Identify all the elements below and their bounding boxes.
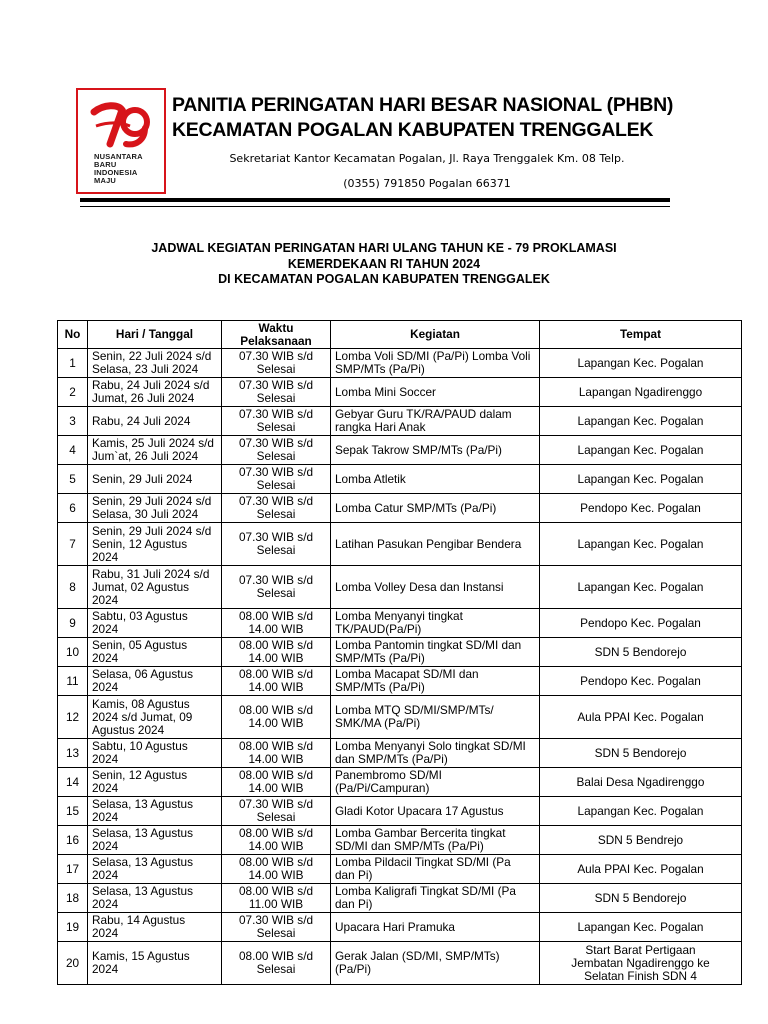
row-activity xyxy=(331,349,540,378)
row-activity-line: Lomba Catur SMP/MTs (Pa/Pi) xyxy=(335,500,497,515)
table-row xyxy=(58,942,742,985)
row-date-line: Senin, 12 Agustus xyxy=(92,768,188,782)
row-time-line: 14.00 WIB xyxy=(248,752,304,766)
row-place-line: Lapangan Kec. Pogalan xyxy=(577,442,704,457)
row-time-line: Selesai xyxy=(256,962,296,976)
row-place-line: Balai Desa Ngadirenggo xyxy=(576,774,705,789)
row-place-line: SDN 5 Bendorejo xyxy=(594,745,687,760)
row-time-line: Selesai xyxy=(256,478,296,492)
row-activity-line: dan SMP/MTs (Pa/Pi) xyxy=(335,752,448,766)
row-activity-line: Sepak Takrow SMP/MTs (Pa/Pi) xyxy=(335,442,502,457)
row-time-line: 14.00 WIB xyxy=(248,622,304,636)
table-row xyxy=(58,523,742,566)
row-date-line: Selasa, 06 Agustus xyxy=(92,667,193,681)
row-activity-line: Lomba Kaligrafi Tingkat SD/MI (Pa xyxy=(335,884,516,898)
row-time xyxy=(222,609,331,638)
logo xyxy=(76,88,166,194)
row-activity xyxy=(331,913,540,942)
row-date-line: Senin, 29 Juli 2024 s/d xyxy=(92,523,212,538)
row-time-line: 08.00 WIB s/d xyxy=(238,609,314,623)
row-number: 12 xyxy=(58,696,88,739)
row-place-line: Jembatan Ngadirenggo ke xyxy=(571,955,710,970)
row-activity-line: Lomba Voli SD/MI (Pa/Pi) Lomba Voli xyxy=(335,349,531,363)
row-time-line: 08.00 WIB s/d xyxy=(238,768,314,782)
row-place-line: SDN 5 Bendorejo xyxy=(594,644,687,659)
header-no: No xyxy=(58,321,88,349)
row-activity-line: dan Pi) xyxy=(335,868,373,882)
row-activity xyxy=(331,667,540,696)
table-row xyxy=(58,884,742,913)
row-time-line: Selesai xyxy=(256,391,296,405)
letterhead-rule-thick xyxy=(80,198,670,202)
row-time-line: 07.30 WIB s/d xyxy=(238,436,314,450)
row-date xyxy=(88,465,222,494)
row-date-line: Kamis, 15 Agustus xyxy=(92,949,190,963)
table-row xyxy=(58,465,742,494)
table-header-row xyxy=(58,321,742,349)
row-activity xyxy=(331,378,540,407)
row-number: 10 xyxy=(58,638,88,667)
row-activity xyxy=(331,826,540,855)
table-row xyxy=(58,667,742,696)
row-date-line: Selasa, 23 Juli 2024 xyxy=(92,362,199,376)
row-time-line: 07.30 WIB s/d xyxy=(238,913,314,927)
row-activity-line: Lomba Atletik xyxy=(335,471,406,486)
row-date xyxy=(88,407,222,436)
row-place-line: Lapangan Ngadirenggo xyxy=(578,384,703,399)
row-activity-line: Lomba Menyanyi Solo tingkat SD/MI xyxy=(335,739,526,753)
row-date-line: Rabu, 14 Agustus xyxy=(92,913,186,927)
row-place xyxy=(540,797,742,826)
row-time-line: Selesai xyxy=(256,926,296,940)
row-place-line: Lapangan Kec. Pogalan xyxy=(577,536,704,551)
row-date xyxy=(88,349,222,378)
row-date-line: 2024 xyxy=(92,839,119,853)
row-date-line: Rabu, 31 Juli 2024 s/d xyxy=(92,566,210,581)
row-time-line: 07.30 WIB s/d xyxy=(238,407,314,421)
row-place xyxy=(540,855,742,884)
row-place-line: Pendopo Kec. Pogalan xyxy=(580,500,701,515)
row-activity-line: TK/PAUD(Pa/Pi) xyxy=(335,622,422,636)
table-row xyxy=(58,855,742,884)
letterhead-phone: (0355) 791850 Pogalan 66371 xyxy=(343,177,511,190)
row-time-line: 11.00 WIB xyxy=(248,897,304,911)
letterhead-address: Sekretariat Kantor Kecamatan Pogalan, Jl. Raya Trenggalek Km. 08 Telp. xyxy=(229,152,625,165)
row-date xyxy=(88,855,222,884)
row-activity-line: Gladi Kotor Upacara 17 Agustus xyxy=(335,803,504,818)
row-date-line: Selasa, 13 Agustus xyxy=(92,826,193,840)
row-activity xyxy=(331,609,540,638)
table-row xyxy=(58,436,742,465)
row-time-line: 08.00 WIB s/d xyxy=(238,826,314,840)
row-date-line: 2024 s/d Jumat, 09 xyxy=(92,709,193,724)
row-time-line: Selesai xyxy=(256,362,296,376)
row-time-line: 07.30 WIB s/d xyxy=(238,573,314,587)
row-place xyxy=(540,523,742,566)
row-number: 8 xyxy=(58,566,88,609)
row-time xyxy=(222,667,331,696)
table-row xyxy=(58,494,742,523)
row-number: 7 xyxy=(58,523,88,566)
row-time xyxy=(222,638,331,667)
table-row xyxy=(58,378,742,407)
schedule-table xyxy=(57,320,742,985)
row-place-line: Lapangan Kec. Pogalan xyxy=(577,579,704,594)
row-place xyxy=(540,494,742,523)
row-place xyxy=(540,913,742,942)
row-activity-line: Lomba MTQ SD/MI/SMP/MTs/ xyxy=(335,703,494,717)
row-time-line: 07.30 WIB s/d xyxy=(238,530,314,544)
table-row xyxy=(58,913,742,942)
row-place xyxy=(540,566,742,609)
row-number: 1 xyxy=(58,349,88,378)
row-time-line: Selesai xyxy=(256,543,296,557)
row-time-line: 08.00 WIB s/d xyxy=(238,949,314,963)
row-activity-line: Lomba Volley Desa dan Instansi xyxy=(335,579,504,594)
row-place xyxy=(540,465,742,494)
row-date-line: Senin, 05 Agustus xyxy=(92,638,188,652)
row-time xyxy=(222,739,331,768)
row-date-line: Agustus 2024 xyxy=(92,722,165,737)
row-time xyxy=(222,494,331,523)
row-place xyxy=(540,609,742,638)
row-time-line: 07.30 WIB s/d xyxy=(238,494,314,508)
row-time xyxy=(222,407,331,436)
row-date xyxy=(88,566,222,609)
row-activity-line: SMP/MTs (Pa/Pi) xyxy=(335,651,425,665)
row-date xyxy=(88,913,222,942)
row-activity-line: (Pa/Pi) xyxy=(335,962,372,976)
row-number: 13 xyxy=(58,739,88,768)
row-number: 17 xyxy=(58,855,88,884)
row-date xyxy=(88,638,222,667)
table-row xyxy=(58,739,742,768)
row-activity xyxy=(331,884,540,913)
row-activity xyxy=(331,855,540,884)
document-title-line: KEMERDEKAAN RI TAHUN 2024 xyxy=(287,256,481,271)
row-date-line: 2024 xyxy=(92,810,119,824)
row-time xyxy=(222,884,331,913)
row-activity-line: Lomba Pildacil Tingkat SD/MI (Pa xyxy=(335,855,511,869)
row-place xyxy=(540,826,742,855)
letterhead-rule-thin xyxy=(80,206,670,207)
row-activity-line: SD/MI dan SMP/MTs (Pa/Pi) xyxy=(335,839,484,853)
table-row xyxy=(58,609,742,638)
row-time-line: Selesai xyxy=(256,420,296,434)
header-time-line: Pelaksanaan xyxy=(240,333,312,348)
row-place-line: Selatan Finish SDN 4 xyxy=(584,968,697,983)
logo-caption-line: MAJU xyxy=(94,176,117,185)
row-activity-line: Lomba Gambar Bercerita tingkat xyxy=(335,826,506,840)
hut-79-logo-icon xyxy=(88,100,158,152)
row-activity-line: Upacara Hari Pramuka xyxy=(335,919,455,934)
row-number: 18 xyxy=(58,884,88,913)
row-activity-line: Lomba Mini Soccer xyxy=(335,384,436,399)
row-date-line: Senin, 29 Juli 2024 s/d xyxy=(92,494,212,508)
row-time xyxy=(222,768,331,797)
row-date-line: 2024 xyxy=(92,592,119,607)
row-time-line: 14.00 WIB xyxy=(248,680,304,694)
row-activity-line: Lomba Macapat SD/MI dan xyxy=(335,667,479,681)
row-activity-line: SMP/MTs (Pa/Pi) xyxy=(335,680,425,694)
row-time-line: 07.30 WIB s/d xyxy=(238,378,314,392)
row-place xyxy=(540,436,742,465)
row-activity xyxy=(331,523,540,566)
row-place xyxy=(540,884,742,913)
row-place-line: Pendopo Kec. Pogalan xyxy=(580,615,701,630)
row-date-line: 2024 xyxy=(92,962,119,976)
row-place-line: Pendopo Kec. Pogalan xyxy=(580,673,701,688)
row-date xyxy=(88,826,222,855)
row-date-line: Selasa, 13 Agustus xyxy=(92,884,193,898)
row-place xyxy=(540,349,742,378)
row-time xyxy=(222,436,331,465)
row-activity-line: Latihan Pasukan Pengibar Bendera xyxy=(335,536,522,551)
row-time xyxy=(222,826,331,855)
row-time xyxy=(222,349,331,378)
row-place xyxy=(540,768,742,797)
logo-caption xyxy=(94,153,164,185)
row-date xyxy=(88,523,222,566)
header-time-line: Waktu xyxy=(258,320,294,335)
row-date-line: 2024 xyxy=(92,752,119,766)
row-activity-line: rangka Hari Anak xyxy=(335,420,426,434)
row-date-line: Sabtu, 10 Agustus xyxy=(92,739,188,753)
row-time-line: 08.00 WIB s/d xyxy=(238,703,314,717)
row-place xyxy=(540,942,742,985)
row-date xyxy=(88,797,222,826)
row-date-line: 2024 xyxy=(92,926,119,940)
row-number: 4 xyxy=(58,436,88,465)
row-time-line: 08.00 WIB s/d xyxy=(238,884,314,898)
table-row xyxy=(58,696,742,739)
table-row xyxy=(58,407,742,436)
table-row xyxy=(58,566,742,609)
table-row xyxy=(58,638,742,667)
row-date-line: Kamis, 08 Agustus xyxy=(92,696,190,711)
logo-caption-line: NUSANTARA xyxy=(94,152,143,161)
row-date-line: Senin, 22 Juli 2024 s/d xyxy=(92,349,212,363)
row-place-line: Aula PPAI Kec. Pogalan xyxy=(577,861,704,876)
row-date-line: Selasa, 13 Agustus xyxy=(92,855,193,869)
row-date xyxy=(88,696,222,739)
row-time-line: 08.00 WIB s/d xyxy=(238,855,314,869)
row-place xyxy=(540,696,742,739)
row-date-line: Senin, 12 Agustus xyxy=(92,536,188,551)
row-number: 6 xyxy=(58,494,88,523)
row-place xyxy=(540,667,742,696)
row-date-line: 2024 xyxy=(92,680,119,694)
row-number: 2 xyxy=(58,378,88,407)
document-title xyxy=(0,241,768,288)
document-title-line: DI KECAMATAN POGALAN KABUPATEN TRENGGALEK xyxy=(218,272,550,286)
row-time-line: 14.00 WIB xyxy=(248,716,304,730)
row-time xyxy=(222,855,331,884)
row-date-line: 2024 xyxy=(92,868,119,882)
row-activity-line: (Pa/Pi/Campuran) xyxy=(335,781,430,795)
row-time xyxy=(222,378,331,407)
row-time-line: 07.30 WIB s/d xyxy=(238,797,314,811)
row-time-line: 14.00 WIB xyxy=(248,651,304,665)
row-date xyxy=(88,436,222,465)
table-row xyxy=(58,797,742,826)
header-place: Tempat xyxy=(540,321,742,349)
row-date-line: 2024 xyxy=(92,622,119,636)
row-place xyxy=(540,407,742,436)
row-place-line: Lapangan Kec. Pogalan xyxy=(577,919,704,934)
row-time xyxy=(222,696,331,739)
row-place xyxy=(540,638,742,667)
letterhead-title: PANITIA PERINGATAN HARI BESAR NASIONAL (PHBN) xyxy=(172,94,674,116)
row-time-line: Selesai xyxy=(256,810,296,824)
row-time xyxy=(222,465,331,494)
row-date-line: Senin, 29 Juli 2024 xyxy=(92,471,193,486)
row-place-line: Start Barat Pertigaan xyxy=(585,942,696,957)
row-number: 9 xyxy=(58,609,88,638)
row-activity-line: Lomba Menyanyi tingkat xyxy=(335,609,463,623)
table-row xyxy=(58,826,742,855)
row-place xyxy=(540,739,742,768)
row-date-line: Jumat, 02 Agustus xyxy=(92,579,190,594)
row-date-line: 2024 xyxy=(92,549,119,564)
row-number: 19 xyxy=(58,913,88,942)
row-date xyxy=(88,884,222,913)
logo-caption-line: INDONESIA xyxy=(94,168,138,177)
row-number: 3 xyxy=(58,407,88,436)
row-date-line: 2024 xyxy=(92,781,119,795)
row-activity-line: SMP/MTs (Pa/Pi) xyxy=(335,362,425,376)
row-activity-line: Gebyar Guru TK/RA/PAUD dalam xyxy=(335,407,512,421)
row-date-line: Jum`at, 26 Juli 2024 xyxy=(92,449,199,463)
row-time-line: 14.00 WIB xyxy=(248,868,304,882)
row-activity-line: Panembromo SD/MI xyxy=(335,768,442,782)
row-activity xyxy=(331,465,540,494)
row-activity xyxy=(331,797,540,826)
row-date xyxy=(88,609,222,638)
row-date-line: Sabtu, 03 Agustus xyxy=(92,609,188,623)
row-time-line: Selesai xyxy=(256,586,296,600)
letterhead-subtitle: KECAMATAN POGALAN KABUPATEN TRENGGALEK xyxy=(172,119,654,141)
row-number: 11 xyxy=(58,667,88,696)
header-date: Hari / Tanggal xyxy=(88,321,222,349)
row-date-line: 2024 xyxy=(92,897,119,911)
row-activity-line: SMK/MA (Pa/Pi) xyxy=(335,716,421,730)
row-place-line: Lapangan Kec. Pogalan xyxy=(577,355,704,370)
row-place-line: Lapangan Kec. Pogalan xyxy=(577,803,704,818)
row-place-line: Aula PPAI Kec. Pogalan xyxy=(577,709,704,724)
row-date-line: Jumat, 26 Juli 2024 xyxy=(92,391,195,405)
row-activity xyxy=(331,768,540,797)
row-activity xyxy=(331,566,540,609)
row-place-line: SDN 5 Bendrejo xyxy=(597,832,684,847)
row-activity xyxy=(331,436,540,465)
row-place-line: Lapangan Kec. Pogalan xyxy=(577,471,704,486)
row-number: 14 xyxy=(58,768,88,797)
row-number: 15 xyxy=(58,797,88,826)
row-activity xyxy=(331,696,540,739)
row-activity-line: Lomba Pantomin tingkat SD/MI dan xyxy=(335,638,522,652)
row-date-line: Kamis, 25 Juli 2024 s/d xyxy=(92,436,214,450)
row-time-line: 14.00 WIB xyxy=(248,839,304,853)
row-date-line: Selasa, 13 Agustus xyxy=(92,797,193,811)
row-activity-line: dan Pi) xyxy=(335,897,373,911)
row-time xyxy=(222,797,331,826)
row-time xyxy=(222,913,331,942)
row-number: 20 xyxy=(58,942,88,985)
row-time-line: 08.00 WIB s/d xyxy=(238,638,314,652)
row-number: 5 xyxy=(58,465,88,494)
row-time-line: 08.00 WIB s/d xyxy=(238,739,314,753)
header-activity: Kegiatan xyxy=(331,321,540,349)
header-time xyxy=(222,321,331,349)
row-time-line: 07.30 WIB s/d xyxy=(238,349,314,363)
row-date xyxy=(88,494,222,523)
row-time xyxy=(222,566,331,609)
table-row xyxy=(58,349,742,378)
logo-caption-line: BARU xyxy=(94,160,117,169)
row-activity-line: Gerak Jalan (SD/MI, SMP/MTs) xyxy=(335,949,500,963)
row-time-line: 07.30 WIB s/d xyxy=(238,465,314,479)
row-time-line: 14.00 WIB xyxy=(248,781,304,795)
row-time-line: Selesai xyxy=(256,507,296,521)
row-time-line: Selesai xyxy=(256,449,296,463)
row-place xyxy=(540,378,742,407)
row-place-line: SDN 5 Bendorejo xyxy=(594,890,687,905)
row-date-line: 2024 xyxy=(92,651,119,665)
table-row xyxy=(58,768,742,797)
row-date xyxy=(88,378,222,407)
row-place-line: Lapangan Kec. Pogalan xyxy=(577,413,704,428)
row-activity xyxy=(331,739,540,768)
document-title-line: JADWAL KEGIATAN PERINGATAN HARI ULANG TAHUN KE - 79 PROKLAMASI xyxy=(151,241,617,255)
row-date xyxy=(88,942,222,985)
row-date xyxy=(88,739,222,768)
row-number: 16 xyxy=(58,826,88,855)
row-date xyxy=(88,768,222,797)
row-date xyxy=(88,667,222,696)
row-date-line: Selasa, 30 Juli 2024 xyxy=(92,507,199,521)
row-time-line: 08.00 WIB s/d xyxy=(238,667,314,681)
row-activity xyxy=(331,942,540,985)
row-time xyxy=(222,942,331,985)
row-date-line: Rabu, 24 Juli 2024 s/d xyxy=(92,378,210,392)
row-activity xyxy=(331,494,540,523)
row-time xyxy=(222,523,331,566)
row-date-line: Rabu, 24 Juli 2024 xyxy=(92,413,191,428)
row-activity xyxy=(331,407,540,436)
row-activity xyxy=(331,638,540,667)
